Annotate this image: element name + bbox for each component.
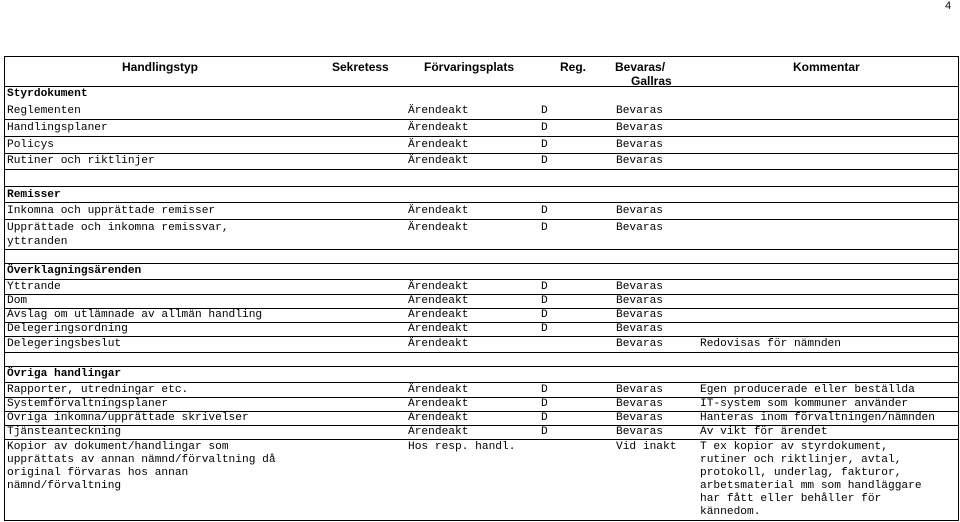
table-right-border xyxy=(958,56,959,520)
row-bevaras: Bevaras xyxy=(616,295,663,307)
header-handlingstyp: Handlingstyp xyxy=(122,60,199,74)
row-forvaringsplats: Ärendeakt xyxy=(408,155,469,167)
section-remisser: Remisser xyxy=(7,189,61,201)
row-type-continued: nämnd/förvaltning xyxy=(7,480,122,492)
row-forvaringsplats: Ärendeakt xyxy=(408,426,469,438)
row-bevaras: Bevaras xyxy=(616,323,663,335)
row-bevaras: Bevaras xyxy=(616,281,663,293)
table-bottom-border xyxy=(4,520,959,521)
row-forvaringsplats: Ärendeakt xyxy=(408,295,469,307)
row-bevaras: Bevaras xyxy=(616,222,663,234)
row-reg: D xyxy=(541,155,548,167)
row-reg: D xyxy=(541,309,548,321)
row-kommentar-continued: arbetsmaterial mm som handläggare xyxy=(700,480,922,492)
section-ovriga-handlingar: Övriga handlingar xyxy=(7,368,122,380)
row-reg: D xyxy=(541,426,548,438)
row-type: Inkomna och upprättade remisser xyxy=(7,205,216,217)
row-divider xyxy=(4,119,959,120)
row-divider xyxy=(4,366,959,367)
row-divider xyxy=(4,263,959,264)
row-kommentar: Egen producerade eller beställda xyxy=(700,384,915,396)
row-divider xyxy=(4,439,959,440)
row-forvaringsplats: Ärendeakt xyxy=(408,139,469,151)
row-divider xyxy=(4,136,959,137)
row-reg: D xyxy=(541,323,548,335)
header-gallras: Gallras xyxy=(631,74,672,88)
row-reg: D xyxy=(541,281,548,293)
row-divider xyxy=(4,352,959,353)
row-type: Dom xyxy=(7,295,28,307)
row-type: Kopior av dokument/handlingar som xyxy=(7,441,229,453)
row-divider xyxy=(4,336,959,337)
row-kommentar: T ex kopior av styrdokument, xyxy=(700,441,888,453)
page-number: 4 xyxy=(945,0,952,12)
section-overklagningsarenden: Överklagningsärenden xyxy=(7,265,142,277)
row-forvaringsplats: Ärendeakt xyxy=(408,338,469,350)
row-forvaringsplats: Ärendeakt xyxy=(408,384,469,396)
row-forvaringsplats: Hos resp. handl. xyxy=(408,441,516,453)
row-bevaras: Bevaras xyxy=(616,338,663,350)
row-divider xyxy=(4,294,959,295)
row-type: Upprättade och inkomna remissvar, xyxy=(7,222,229,234)
row-forvaringsplats: Ärendeakt xyxy=(408,412,469,424)
row-reg: D xyxy=(541,139,548,151)
row-bevaras: Bevaras xyxy=(616,426,663,438)
row-divider xyxy=(4,153,959,154)
row-forvaringsplats: Ärendeakt xyxy=(408,323,469,335)
row-bevaras: Bevaras xyxy=(616,122,663,134)
row-reg: D xyxy=(541,398,548,410)
header-sekretess: Sekretess xyxy=(332,60,389,74)
row-divider xyxy=(4,279,959,280)
row-type-continued: original förvaras hos annan xyxy=(7,467,189,479)
row-type: Rutiner och riktlinjer xyxy=(7,155,155,167)
row-forvaringsplats: Ärendeakt xyxy=(408,122,469,134)
row-divider xyxy=(4,322,959,323)
header-bottom-border xyxy=(4,86,959,87)
row-bevaras: Bevaras xyxy=(616,139,663,151)
row-type-continued: yttranden xyxy=(7,236,68,248)
row-reg: D xyxy=(541,205,548,217)
row-kommentar: Av vikt för ärendet xyxy=(700,426,828,438)
row-reg: D xyxy=(541,384,548,396)
row-type: Delegeringsbeslut xyxy=(7,338,122,350)
row-type: Övriga inkomna/upprättade skrivelser xyxy=(7,412,249,424)
row-type: Yttrande xyxy=(7,281,61,293)
row-divider xyxy=(4,249,959,250)
header-forvaringsplats: Förvaringsplats xyxy=(424,60,515,74)
section-styrdokument: Styrdokument xyxy=(7,88,88,100)
row-bevaras: Bevaras xyxy=(616,205,663,217)
row-reg: D xyxy=(541,295,548,307)
row-reg: D xyxy=(541,222,548,234)
row-forvaringsplats: Ärendeakt xyxy=(408,398,469,410)
row-type-continued: upprättats av annan nämnd/förvaltning då xyxy=(7,454,276,466)
row-bevaras: Bevaras xyxy=(616,309,663,321)
row-type: Systemförvaltningsplaner xyxy=(7,398,169,410)
row-divider xyxy=(4,186,959,187)
row-forvaringsplats: Ärendeakt xyxy=(408,205,469,217)
row-type: Reglementen xyxy=(7,105,81,117)
row-kommentar-continued: protokoll, underlag, fakturor, xyxy=(700,467,902,479)
row-forvaringsplats: Ärendeakt xyxy=(408,281,469,293)
row-bevaras: Bevaras xyxy=(616,105,663,117)
row-reg: D xyxy=(541,105,548,117)
row-forvaringsplats: Ärendeakt xyxy=(408,222,469,234)
row-divider xyxy=(4,382,959,383)
row-bevaras: Bevaras xyxy=(616,384,663,396)
row-divider xyxy=(4,219,959,220)
row-forvaringsplats: Ärendeakt xyxy=(408,105,469,117)
row-reg: D xyxy=(541,412,548,424)
table-left-border xyxy=(4,56,5,520)
row-kommentar-continued: kännedom. xyxy=(700,506,761,518)
row-kommentar-continued: har fått eller behåller för xyxy=(700,493,882,505)
row-forvaringsplats: Ärendeakt xyxy=(408,309,469,321)
row-bevaras: Bevaras xyxy=(616,398,663,410)
header-kommentar: Kommentar xyxy=(793,60,860,74)
row-type: Handlingsplaner xyxy=(7,122,108,134)
header-reg: Reg. xyxy=(560,60,587,74)
row-divider xyxy=(4,169,959,170)
row-divider xyxy=(4,202,959,203)
table-top-border xyxy=(4,56,959,57)
row-kommentar: Hanteras inom förvaltningen/nämnden xyxy=(700,412,935,424)
row-bevaras: Vid inakt xyxy=(616,441,677,453)
header-bevaras: Bevaras/ xyxy=(615,60,666,74)
row-reg: D xyxy=(541,122,548,134)
row-bevaras: Bevaras xyxy=(616,155,663,167)
row-kommentar: Redovisas för nämnden xyxy=(700,338,841,350)
row-type: Delegeringsordning xyxy=(7,323,128,335)
row-type: Policys xyxy=(7,139,54,151)
row-type: Rapporter, utredningar etc. xyxy=(7,384,189,396)
row-kommentar: IT-system som kommuner använder xyxy=(700,398,909,410)
row-kommentar-continued: rutiner och riktlinjer, avtal, xyxy=(700,454,902,466)
row-bevaras: Bevaras xyxy=(616,412,663,424)
row-type: Tjänsteanteckning xyxy=(7,426,122,438)
row-type: Avslag om utlämnade av allmän handling xyxy=(7,309,263,321)
